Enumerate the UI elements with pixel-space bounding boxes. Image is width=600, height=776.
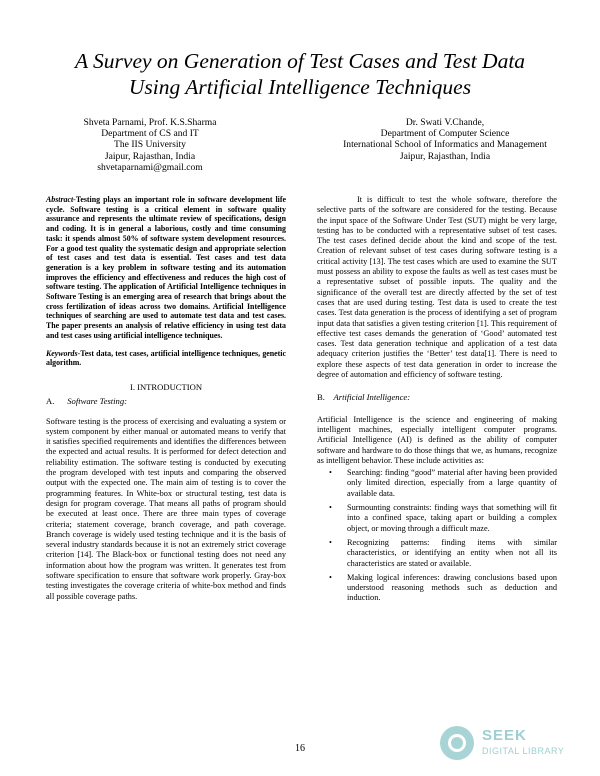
title-line-1: A Survey on Generation of Test Cases and Test Data xyxy=(74,49,526,73)
watermark-text-2: DIGITAL LIBRARY xyxy=(482,746,565,756)
author-loc: Jaipur, Rajasthan, India xyxy=(104,150,196,162)
page-number: 16 xyxy=(295,743,305,754)
author-inst: International School of Informatics and Management xyxy=(343,139,547,151)
subsection-heading-artificial-intelligence xyxy=(317,392,557,402)
abstract-label: Abstract- xyxy=(46,195,76,204)
list-item: • Recognizing patterns: finding items with similar characteristics, or identifying an entity when not all its characteristics are stated or available. xyxy=(317,538,557,569)
title-line-2: Using Artificial Intelligence Techniques xyxy=(128,75,472,99)
watermark-logo xyxy=(440,726,590,766)
paper-title xyxy=(0,48,600,100)
author-inst: The IIS University xyxy=(114,139,186,151)
keywords-label: Keywords- xyxy=(46,348,81,358)
watermark-text-1: SEEK xyxy=(482,727,527,744)
abstract-text: Testing plays an important role in software development life cycle. Software testing is a critical element in software quality assurance and represents the ultimate review of specifications, design and coding. It is in general a laborious, costly and time consuming task: it spends almost 50% of software system development resources. For a good test quality the systematic design and appropriate selection of test cases and test data is essential. Test cases and test data generation is a key problem in software testing and its automation improves the efficiency and effectiveness and reduces the high cost of software testing. The application of Artificial Intelligence techniques in Software Testing is an emerging area of research that brings about the cross fertilization of ideas across two domains. Artificial Intelligence techniques of searching are used to automate test data and test cases. The paper presents an analysis of relative efficiency in using test data and test cases using artificial intelligence techniques. xyxy=(46,195,286,340)
list-item: • Surmounting constraints: finding ways that something will fit into a confined space, taking apart or building a complex object, or moving through a difficult maze. xyxy=(317,503,557,534)
keywords-text: Test data, test cases, artificial intelligence techniques, genetic algorithm. xyxy=(46,348,286,368)
subsection-letter: A. xyxy=(46,396,55,407)
author-dept: Department of Computer Science xyxy=(380,128,510,140)
ai-activities-list xyxy=(317,468,557,604)
paragraph-test-cases: It is difficult to test the whole software, therefore the selective parts of the software are considered for the testing. Because the input space of the Software Under Test (SUT) might be very large, testing has to be conducted with a representative subset of test cases. The test cases defined decide about the kind and scope of the test. Creation of relevant subset of test cases during software testing is a critical activity [13]. The test cases which are used to examine the SUT must possess an ability to expose the faults as well as test cases must be a representative subset of possible inputs. The quality and the significance of the overall test are directly affected by the set of test cases that are used during testing. Test data is used to create the test cases. Test data generation is the process of identifying a set of program input data that satisfies a given testing criterion [1]. This requirement of effective test cases demands the generation of ‘Good’ automated test cases. Test data generation technique and application of a test data adequacy criterion justifies the ‘Better’ test data[1]. There is need to explore these aspects of test data generation in order to increase the degree of automation and efficiency of software testing. xyxy=(317,195,557,380)
abstract xyxy=(46,195,286,341)
author-dept: Department of CS and IT xyxy=(101,128,199,140)
seek-logo-icon xyxy=(440,726,474,760)
left-column xyxy=(46,195,286,602)
subsection-title: Artificial Intelligence: xyxy=(333,392,411,403)
author-names: Shveta Parnami, Prof. K.S.Sharma xyxy=(83,117,217,128)
author-block-right xyxy=(300,117,590,162)
keywords xyxy=(46,349,286,368)
author-block-left xyxy=(60,117,240,173)
list-item: • Searching: finding “good” material after having been provided only limited direction, especially from a large quantity of available data. xyxy=(317,468,557,499)
section-heading-introduction: I. INTRODUCTION xyxy=(129,381,203,392)
author-loc: Jaipur, Rajasthan, India xyxy=(399,150,491,162)
paragraph-software-testing: Software testing is the process of exercising and evaluating a system or system component by either manual or automated means to verify that it satisfies specified requirements and identifies the differences between the expected and actual results. It is performed for defect detection and reliability estimation. The software testing is conducted by executing the program developed with test inputs and comparing the observed output with the expected one. The main aim of testing is to cover the programming features. In White-box or structural testing, test data is design for program coverage. That means all paths of program should be executed at least once. There are three main types of coverage criteria; statement coverage, branch coverage, and path coverage. Branch coverage is widely used testing technique and it is the basis of several industry standards because it is not an extremely strict coverage criterion [14]. The Black-box or functional testing does not need any information about how the program was written. It generates test from software specification to ensure that software work properly. Gray-box testing investigates the coverage criteria of white-box method and finds all possible coverage paths. xyxy=(46,416,286,601)
author-name: Dr. Swati V.Chande, xyxy=(405,117,485,128)
paragraph-artificial-intelligence: Artificial Intelligence is the science and engineering of making intelligent machines, especially intelligent computer programs. Artificial Intelligence (AI) is defined as the ability of computer software and hardware to do those things that we, as humans, recognize as intelligent behavior. These include activities as: xyxy=(317,414,557,465)
subsection-title: Software Testing: xyxy=(67,396,128,407)
subsection-heading-software-testing xyxy=(46,396,286,406)
subsection-letter: B. xyxy=(317,392,325,403)
right-column xyxy=(317,195,557,608)
list-item: • Making logical inferences: drawing conclusions based upon understood reasoning methods such as deduction and induction. xyxy=(317,573,557,604)
author-email: shvetaparnami@gmail.com xyxy=(97,161,203,173)
